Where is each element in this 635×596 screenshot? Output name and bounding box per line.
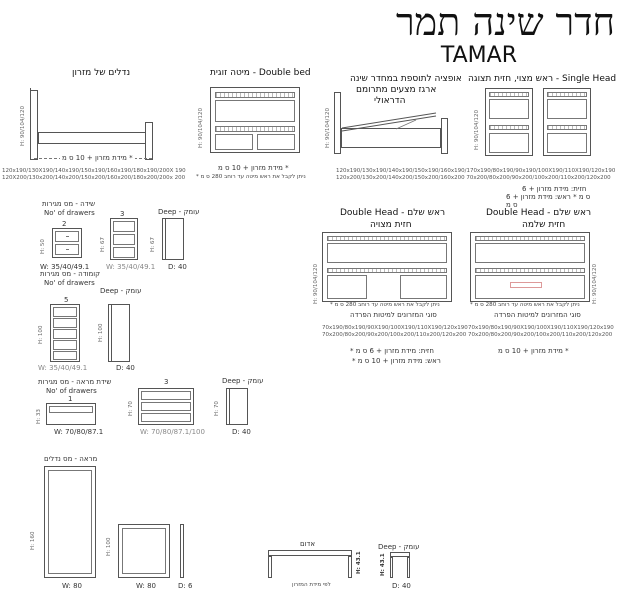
deep-3-depth: D: 40 xyxy=(232,428,251,436)
dresser-width: W: 35/40/49.1 xyxy=(38,364,88,372)
mirror-wall-height: H: 100 xyxy=(106,537,112,556)
vanity-3-count: 3 xyxy=(164,378,169,386)
mattress-drawers-height: H: 90/104/120 xyxy=(20,105,26,146)
double-bed-height: H: 90/104/120 xyxy=(198,107,204,148)
storage-title-3: הדראולי xyxy=(374,96,406,106)
bench-title: אדום xyxy=(300,540,316,548)
double-bed-title: מיטה זוגית - Double bed xyxy=(210,68,311,78)
vanity-1-count: 1 xyxy=(68,395,73,403)
mirror-wall-width: W: 80 xyxy=(136,582,157,590)
vanity-3-height: H: 70 xyxy=(128,401,134,416)
double-head-2-dims: 70x190/80x190/90X190/100X190/110X190/120x190 70x200/80x200/90x200/100x200/110x200/120x200 xyxy=(468,325,614,338)
mirror-wall-side xyxy=(180,524,184,578)
deep-2-height: H: 100 xyxy=(98,323,104,342)
deep-4-title: Deep - עומק xyxy=(378,543,420,551)
double-head-2-footer: מידת מזרון + 10 ס מ * xyxy=(498,347,569,355)
deep-4-height: H: 43.1 xyxy=(380,553,386,576)
chest-2-height: H: 50 xyxy=(40,239,46,254)
bench-label: לפי מידת המזרון xyxy=(292,582,331,588)
mattress-drawers-label: מידת מזרון + 10 ס מ * xyxy=(62,154,133,162)
single-head-height: H: 90/104/120 xyxy=(474,109,480,150)
page-title-english: TAMAR xyxy=(440,43,517,68)
storage-dims: 120x190/130x190/140x190/150x190/160x190/170x190/80x190/90x190/100X190/110X190/120x190 120x200/130x200/140x200/150x200/160x200 70x200/80x200/90x200/100x200/110x200/120x200 xyxy=(336,168,616,181)
deep-2-depth: D: 40 xyxy=(116,364,135,372)
double-head-1-title: Double Head - ראש שלם xyxy=(340,208,446,218)
chest-2-width: W: 35/40/49.1 xyxy=(40,263,90,271)
chest-2-count: 2 xyxy=(62,220,67,228)
deep-1-height: H: 67 xyxy=(150,237,156,252)
double-head-1-note-2: סוגי המזרונים למיטות הפרדה xyxy=(350,311,437,319)
chest-3-height: H: 67 xyxy=(100,237,106,252)
deep-2-title: Deep - עומק xyxy=(100,287,142,295)
dresser-subtitle: No' of drawers xyxy=(44,279,95,287)
dresser-count: 5 xyxy=(64,296,69,304)
double-head-2-title: Double Head - ראש שלם xyxy=(486,208,592,218)
double-head-1-height: H: 90/104/120 xyxy=(313,263,319,304)
vanity-3-width: W: 70/80/87.1/100 xyxy=(140,428,205,436)
single-head-title: ראש מצוי, חזית תצוגה - Single Head xyxy=(468,74,617,84)
vanity-1-width: W: 70/80/87.1 xyxy=(54,428,104,436)
double-head-2-subtitle: חזית שלמה xyxy=(522,220,566,230)
single-head-label-1: חזית: מידת מזרון + 6 xyxy=(522,185,587,193)
storage-title-1: אופציה לתוספת במחדר שינה xyxy=(350,74,462,84)
deep-3-title: Deep - עומק xyxy=(222,377,264,385)
deep-4-depth: D: 40 xyxy=(392,582,411,590)
vanity-1-height: H: 33 xyxy=(36,409,42,424)
dresser-title: קומודה - מס מגירות xyxy=(40,270,101,278)
chest-3-count: 3 xyxy=(120,210,125,218)
vanity-subtitle: No' of drawers xyxy=(46,387,97,395)
double-head-2-note-2: סוגי המזרונים למיטות הפרדה xyxy=(494,311,581,319)
double-head-1-footer-2: * ראש: מידת מזרון + 10 ס מ xyxy=(352,357,441,365)
mirror-standing-width: W: 80 xyxy=(62,582,83,590)
dresser-height: H: 100 xyxy=(38,325,44,344)
page-title-hebrew: חדר שינה תמר xyxy=(395,0,615,44)
double-head-2-note-1: * ניתן לקבל את ראש מיטה עד רוחב 280 ס מ xyxy=(470,302,580,308)
mattress-drawers-title: נדלים של מזרון xyxy=(72,68,131,78)
mattress-drawers-dims: 120x190/130X190/140x190/150x190/160x190/180x190/200X 190 120X200/130x200/140x200/150x200/160x200/180x200/200x 200 xyxy=(2,168,186,181)
double-head-1-subtitle: חזית מצויה xyxy=(370,220,412,230)
storage-height: H: 90/104/120 xyxy=(325,107,331,148)
chest-title: שידה - מס מגירות xyxy=(42,200,96,208)
chest-subtitle: No' of drawers xyxy=(44,209,95,217)
deep-3-height: H: 70 xyxy=(214,401,220,416)
deep-1-title: Deep - עומק xyxy=(158,208,200,216)
chest-3-width: W: 35/40/49.1 xyxy=(106,263,156,271)
vanity-title: שידת מראה - מס מגירות xyxy=(38,378,112,386)
storage-title-2: ארגז מצעים מתרומם xyxy=(356,85,437,95)
deep-1-depth: D: 40 xyxy=(168,263,187,271)
mirror-wall-depth: D: 6 xyxy=(178,582,193,590)
bench-height: H: 43.1 xyxy=(356,551,362,574)
double-head-1-dims: 70x190/80x190/90X190/100X190/110X190/120x190 70x200/80x200/90x200/100x200/110x200/120x200 xyxy=(322,325,468,338)
mirror-title: מראה - מס נדלים xyxy=(44,455,98,463)
double-bed-note: * ניתן לקבל את ראש מיטה עד רוחב 280 ס מ xyxy=(196,174,306,180)
lift-lid xyxy=(336,105,456,145)
mirror-standing-height: H: 160 xyxy=(30,531,36,550)
double-head-1-footer-1: * חזית: מידת מזרון + 6 ס מ xyxy=(350,347,434,355)
double-head-2-height: H: 90/104/120 xyxy=(592,263,598,304)
double-bed-label: מידת מזרון + 10 ס מ * xyxy=(218,164,289,172)
double-head-1-note-1: * ניתן לקבל את ראש מיטה עד רוחב 280 ס מ xyxy=(330,302,440,308)
single-head-label-2: ס מ * ראש: מידת מזרון + 6 ס מ xyxy=(506,193,591,209)
